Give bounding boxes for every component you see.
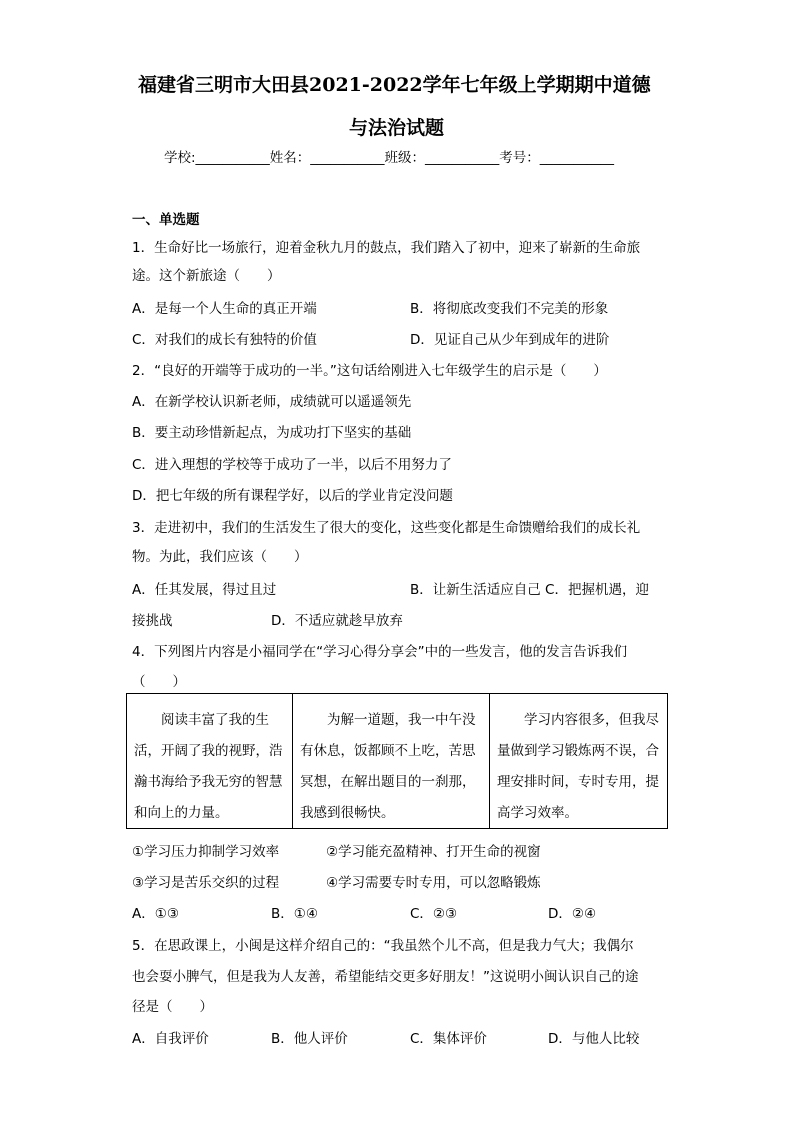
q3-option-a: A．任其发展，得过且过 bbox=[132, 582, 277, 598]
q4-option-c: C．②③ bbox=[410, 906, 458, 922]
q2-option-d: D．把七年级的所有课程学好，以后的学业肯定没问题 bbox=[132, 488, 453, 504]
q5-option-b: B．他人评价 bbox=[271, 1031, 348, 1047]
q1-stem-line2: 途。这个新旅途（ ） bbox=[132, 268, 281, 284]
student-info-line: 学校:___________姓名：___________班级：___________考号：___________ bbox=[164, 150, 615, 166]
q4-stem-line1: 4．下列图片内容是小福同学在“学习心得分享会”中的一些发言，他的发言告诉我们 bbox=[132, 644, 628, 660]
q1-option-d: D．见证自己从少年到成年的进阶 bbox=[410, 332, 610, 348]
q5-option-d: D．与他人比较 bbox=[548, 1031, 640, 1047]
q3-option-b-c: B．让新生活适应自己 C．把握机遇，迎 bbox=[410, 582, 649, 598]
q2-option-b: B．要主动珍惜新起点，为成功打下坚实的基础 bbox=[132, 425, 412, 441]
q4-option-b: B．①④ bbox=[271, 906, 318, 922]
q4-quote-cell-3: 学习内容很多，但我尽量做到学习锻炼两不误，合理安排时间，专时专用，提高学习效率。 bbox=[497, 712, 659, 821]
q4-statement-2: ②学习能充盈精神、打开生命的视窗 bbox=[326, 844, 541, 860]
q4-option-d: D．②④ bbox=[548, 906, 597, 922]
q3-option-c-cont: 接挑战 bbox=[132, 613, 173, 629]
q4-statement-1: ①学习压力抑制学习效率 bbox=[132, 844, 280, 860]
q2-option-a: A．在新学校认识新老师，成绩就可以遥遥领先 bbox=[132, 394, 412, 410]
q1-option-a: A．是每一个人生命的真正开端 bbox=[132, 301, 317, 317]
q2-stem: 2．“良好的开端等于成功的一半。”这句话给刚进入七年级学生的启示是（ ） bbox=[132, 363, 607, 379]
q3-stem-line2: 物。为此，我们应该（ ） bbox=[132, 549, 308, 565]
q4-statement-4: ④学习需要专时专用，可以忽略锻炼 bbox=[326, 875, 541, 891]
section-heading: 一、单选题 bbox=[132, 212, 200, 228]
q5-stem-line3: 径是（ ） bbox=[132, 999, 213, 1015]
q5-option-c: C．集体评价 bbox=[410, 1031, 487, 1047]
q4-quote-cell-2: 为解一道题，我一中午没有休息，饭都顾不上吃，苦思冥想，在解出题目的一刹那，我感到很畅快。 bbox=[293, 694, 490, 828]
q1-option-c: C．对我们的成长有独特的价值 bbox=[132, 332, 317, 348]
exam-title-line2: 与法治试题 bbox=[349, 117, 445, 139]
q4-option-a: A．①③ bbox=[132, 906, 179, 922]
exam-title-line1: 福建省三明市大田县2021-2022学年七年级上学期期中道德 bbox=[138, 74, 651, 96]
q1-option-b: B．将彻底改变我们不完美的形象 bbox=[410, 301, 609, 317]
q4-quote-table bbox=[126, 693, 668, 829]
q1-stem-line1: 1．生命好比一场旅行，迎着金秋九月的鼓点，我们踏入了初中，迎来了崭新的生命旅 bbox=[132, 240, 641, 256]
q4-stem-line2: （ ） bbox=[132, 674, 186, 690]
q4-statement-3: ③学习是苦乐交织的过程 bbox=[132, 875, 280, 891]
q3-stem-line1: 3．走进初中，我们的生活发生了很大的变化，这些变化都是生命馈赠给我们的成长礼 bbox=[132, 520, 641, 536]
q4-quote-cell-1: 阅读丰富了我的生活，开阔了我的视野，浩瀚书海给予我无穷的智慧和向上的力量。 bbox=[127, 694, 293, 828]
q2-option-c: C．进入理想的学校等于成功了一半，以后不用努力了 bbox=[132, 457, 452, 473]
q3-option-d: D．不适应就趁早放弃 bbox=[271, 613, 403, 629]
q5-option-a: A．自我评价 bbox=[132, 1031, 209, 1047]
q5-stem-line1: 5．在思政课上，小闽是这样介绍自己的：“我虽然个儿不高，但是我力气大；我偶尔 bbox=[132, 938, 634, 954]
q5-stem-line2: 也会耍小脾气，但是我为人友善，希望能结交更多好朋友！”这说明小闽认识自己的途 bbox=[132, 969, 639, 985]
